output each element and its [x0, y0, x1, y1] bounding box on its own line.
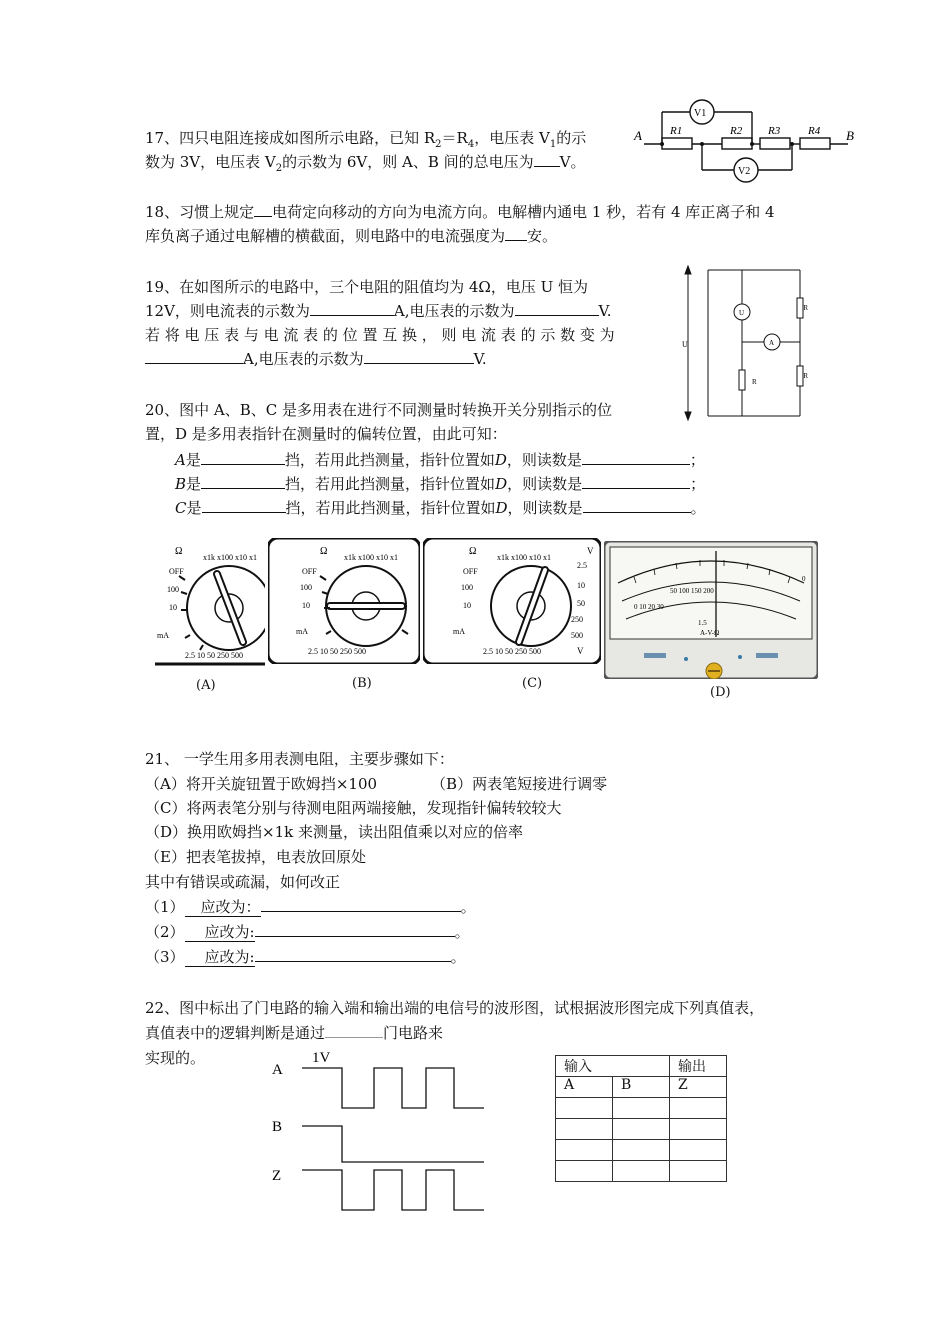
q20-a-reading-blank[interactable]	[582, 449, 690, 465]
svg-text:0: 0	[802, 575, 806, 583]
q22-line1: 22、图中标出了门电路的输入端和输出端的电信号的波形图，试根据波形图完成下列真值表，	[145, 999, 765, 1017]
svg-text:10: 10	[577, 581, 585, 590]
svg-text:10: 10	[302, 601, 310, 610]
q17-circuit-diagram	[632, 96, 860, 186]
svg-text:OFF: OFF	[463, 567, 478, 576]
q21-step-a: （A）将开关旋钮置于欧姆挡×100 （B）两表笔短接进行调零	[145, 775, 608, 793]
svg-text:10: 10	[463, 601, 471, 610]
table-row	[556, 1098, 727, 1119]
q18-blank2[interactable]	[505, 225, 527, 241]
caption-a: (A)	[196, 678, 216, 693]
wave-1v-label: 1V	[312, 1050, 331, 1066]
wave-a-label: A	[272, 1062, 283, 1078]
q18-blank1[interactable]	[254, 201, 272, 217]
svg-text:10: 10	[169, 603, 177, 612]
svg-text:250: 250	[571, 615, 583, 624]
svg-text:1.5: 1.5	[698, 619, 707, 627]
q21-step-c: （C）将两表笔分别与待测电阻两端接触，发现指针偏转较较大	[145, 799, 562, 817]
q20-b-range-blank[interactable]	[201, 473, 285, 489]
resistor-label: R	[803, 372, 808, 380]
q18-line1: 18、习惯上规定 电荷定向移动的方向为电流方向。电解槽内通电 1 秒，若有 4 库正离子和 4	[145, 203, 775, 221]
q20-line2: 置，D 是多用表指针在测量时的偏转位置，由此可知：	[145, 425, 507, 443]
q21-fix-3: （3） 应改为: 。	[145, 948, 466, 966]
u-source-label: U	[682, 340, 688, 349]
svg-text:100: 100	[461, 583, 473, 592]
q19-circuit-diagram	[678, 262, 808, 424]
svg-text:A-V-Ω: A-V-Ω	[700, 629, 720, 637]
q17-line1: 17、四只电阻连接成如图所示电路，已知 $R_2=R_4$，电压表 $V_1$的示	[145, 129, 587, 150]
svg-text:50 100 150 200: 50 100 150 200	[670, 587, 714, 595]
q21-step-d: （D）换用欧姆挡×1k 来测量，读出阻值乘以对应的倍率	[145, 823, 523, 841]
q21-fix-1: （1） 应改为： 。	[145, 898, 476, 916]
dial-c-image	[423, 538, 601, 664]
q19-line3: 若 将 电 压 表 与 电 流 表 的 位 置 互 换 ， 则 电 流 表 的 示 数 变 为	[145, 326, 615, 344]
truth-table	[555, 1055, 727, 1182]
r4-label: R4	[808, 125, 821, 137]
caption-c: (C)	[522, 676, 543, 691]
svg-text:0 10 20 30: 0 10 20 30	[634, 603, 664, 611]
q19-blank2[interactable]	[515, 300, 599, 316]
q21-title: 21、 一学生用多用表测电阻，主要步骤如下：	[145, 750, 454, 768]
svg-text:OFF: OFF	[169, 567, 184, 576]
table-row	[556, 1140, 727, 1161]
svg-text:100: 100	[167, 585, 179, 594]
v1-meter-label: V1	[694, 108, 707, 119]
q18-line2: 库负离子通过电解槽的横截面，则电路中的电流强度为 安。	[145, 227, 558, 245]
q19-blank1[interactable]	[310, 300, 394, 316]
svg-text:100: 100	[300, 583, 312, 592]
svg-text:x1k x100 x10 x1: x1k x100 x10 x1	[344, 553, 398, 562]
svg-text:2.5 10 50 250 500: 2.5 10 50 250 500	[483, 647, 541, 656]
r3-label: R3	[768, 125, 781, 137]
svg-text:mA: mA	[296, 627, 308, 636]
col-z-header: Z	[670, 1077, 727, 1098]
input-header: 输入	[556, 1056, 670, 1077]
svg-text:Ω: Ω	[175, 546, 183, 557]
q21-fix-2: （2） 应改为: 。	[145, 923, 470, 941]
waveform-diagram	[262, 1046, 494, 1216]
q20-b-reading-blank[interactable]	[582, 473, 690, 489]
svg-text:x1k x100 x10 x1: x1k x100 x10 x1	[497, 553, 551, 562]
wave-b-label: B	[272, 1119, 283, 1135]
wave-z-label: Z	[272, 1168, 282, 1184]
v2-meter-label: V2	[738, 166, 751, 177]
dial-b-image	[268, 538, 420, 664]
svg-text:V: V	[577, 646, 584, 656]
svg-text:Ω: Ω	[320, 546, 328, 557]
svg-text:2.5 10 50 250 500: 2.5 10 50 250 500	[185, 651, 243, 660]
table-row	[556, 1161, 727, 1182]
col-a-header: A	[556, 1077, 613, 1098]
svg-text:2.5 10 50 250 500: 2.5 10 50 250 500	[308, 647, 366, 656]
voltmeter-label: U	[739, 309, 745, 317]
svg-text:2.5: 2.5	[577, 561, 587, 570]
svg-text:V: V	[587, 546, 594, 556]
q22-gate-blank[interactable]	[325, 1022, 383, 1038]
q21-fix3-blank[interactable]	[255, 946, 451, 962]
q20-row-b: B是 挡，若用此挡测量，指针位置如D，则读数是 ；	[175, 475, 706, 493]
q22-line3: 实现的。	[145, 1049, 206, 1067]
q19-blank4[interactable]	[364, 348, 474, 364]
svg-text:Ω: Ω	[469, 546, 477, 557]
svg-text:50: 50	[577, 599, 585, 608]
q20-line1: 20、图中 A、B、C 是多用表在进行不同测量时转换开关分别指示的位	[145, 401, 612, 419]
meter-d-image	[604, 541, 818, 679]
node-b-label: B	[846, 128, 854, 143]
q19-blank3[interactable]	[145, 348, 243, 364]
q21-fix1-blank[interactable]	[261, 896, 461, 912]
caption-b: (B)	[352, 676, 372, 691]
q17-answer-blank[interactable]	[534, 151, 560, 167]
q20-c-reading-blank[interactable]	[583, 497, 691, 513]
output-header: 输出	[670, 1056, 727, 1077]
q21-step-e: （E）把表笔拔掉，电表放回原处	[145, 848, 366, 866]
q20-c-range-blank[interactable]	[202, 497, 286, 513]
q20-a-range-blank[interactable]	[201, 449, 285, 465]
r1-label: R1	[670, 125, 683, 137]
q20-row-c: C是 挡，若用此挡测量，指针位置如D，则读数是 。	[175, 499, 706, 517]
q19-line4: A,电压表的示数为 V.	[145, 347, 487, 371]
caption-d: (D)	[710, 685, 731, 700]
r2-label: R2	[730, 125, 743, 137]
svg-text:x1k x100 x10 x1: x1k x100 x10 x1	[203, 553, 257, 562]
table-row	[556, 1119, 727, 1140]
svg-text:mA: mA	[157, 631, 169, 640]
resistor-label: R	[752, 378, 757, 386]
svg-text:mA: mA	[453, 627, 465, 636]
q21-prompt: 其中有错误或疏漏，如何改正	[145, 873, 341, 891]
q20-row-a: A是 挡，若用此挡测量，指针位置如D，则读数是 ；	[175, 451, 705, 469]
dial-a-image	[155, 538, 265, 666]
svg-text:OFF: OFF	[302, 567, 317, 576]
col-b-header: B	[613, 1077, 670, 1098]
q19-line1: 19、在如图所示的电路中，三个电阻的阻值均为 4Ω，电压 U 恒为	[145, 278, 589, 296]
q17-line2: 数为 3V，电压表 $V_2$的示数为 6V，则 A、B 间的总电压为 V。	[145, 153, 586, 174]
q22-line2: 真值表中的逻辑判断是通过 门电路来	[145, 1024, 444, 1042]
q19-line2: 12V，则电流表的示数为 A,电压表的示数为 V.	[145, 302, 612, 320]
resistor-label: R	[803, 304, 808, 312]
ammeter-label: A	[769, 339, 775, 347]
svg-text:500: 500	[571, 631, 583, 640]
q21-fix2-blank[interactable]	[255, 921, 455, 937]
node-a-label: A	[634, 128, 642, 143]
